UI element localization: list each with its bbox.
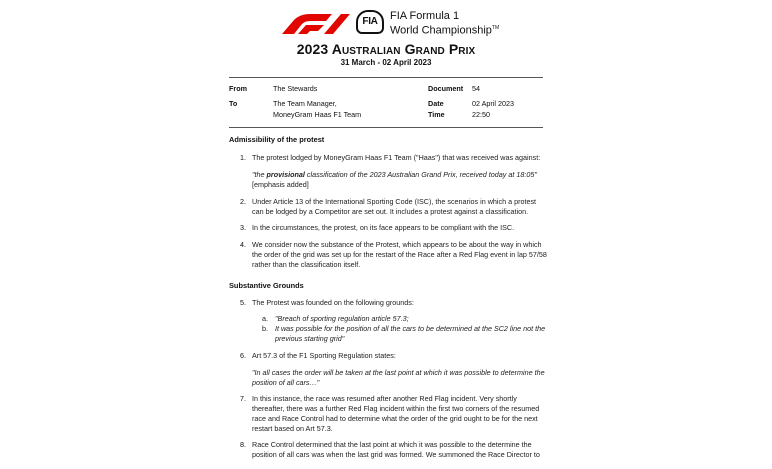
- para-2-line-2: can be lodged by a Competitor are set out. It includes a protest against a classification.: [252, 207, 529, 216]
- f1-logo-icon: [280, 12, 352, 34]
- fia-badge-icon: [356, 10, 384, 34]
- event-dates: 31 March - 02 April 2023: [340, 58, 432, 67]
- ground-a-label: a.: [262, 314, 268, 323]
- fia-badge-text: FIA: [362, 16, 378, 27]
- para-1: The protest lodged by MoneyGram Haas F1 Team ("Haas") that was received was against:: [252, 153, 541, 162]
- section-heading-substantive: Substantive Grounds: [229, 281, 304, 290]
- ground-a-text: "Breach of sporting regulation article 57.3;: [275, 314, 409, 323]
- para-2-line-1: Under Article 13 of the International Sporting Code (ISC), the scenarios in which a protest: [252, 197, 537, 206]
- quote-1: "the provisional classification of the 2023 Australian Grand Prix, received today at 18:05": [252, 170, 537, 179]
- championship-line-2: World Championship™: [390, 24, 500, 37]
- header-rule-top: [229, 77, 543, 78]
- para-7-line-3: race and Race Control had to determine what the order of the grid ought to be for the next: [252, 414, 538, 423]
- to-value-2: MoneyGram Haas F1 Team: [273, 110, 362, 119]
- time-value: 22:50: [472, 110, 490, 119]
- para-5: The Protest was founded on the following grounds:: [252, 298, 414, 307]
- to-value-1: The Team Manager,: [273, 99, 337, 108]
- ground-b-line-1: It was possible for the position of all the cars to be determined at the SC2 line not the: [275, 324, 546, 333]
- date-label: Date: [428, 99, 444, 108]
- para-7-line-2: thereafter, there was a further Red Flag incident within the first two corners of the resumed: [252, 404, 540, 413]
- para-7-line-1: In this instance, the race was resumed after another Red Flag incident. Very shortly: [252, 394, 517, 403]
- para-2-number: 2.: [240, 197, 246, 206]
- para-4-line-1: We consider now the substance of the Protest, which appears to be about the way in which: [252, 240, 542, 249]
- document-label: Document: [428, 84, 464, 93]
- ground-b-label: b.: [262, 324, 268, 333]
- from-label: From: [229, 84, 247, 93]
- document-title: 2023 Australian Grand Prix: [296, 41, 476, 57]
- header-rule-bottom: [229, 127, 543, 128]
- para-8-number: 8.: [240, 440, 246, 449]
- quote-1-emphasis: provisional: [266, 170, 305, 179]
- para-6: Art 57.3 of the F1 Sporting Regulation states:: [252, 351, 396, 360]
- ground-b-line-2: previous starting grid": [275, 334, 345, 343]
- from-value: The Stewards: [273, 84, 318, 93]
- para-4-number: 4.: [240, 240, 246, 249]
- f1-fia-logo: [280, 8, 520, 38]
- para-4-line-3: rather than the classification itself.: [252, 260, 361, 269]
- para-8-line-1: Race Control determined that the last point at which it was possible to the determine the: [252, 440, 532, 449]
- to-label: To: [229, 99, 238, 108]
- quote-2-line-2: position of all cars…": [252, 378, 320, 387]
- para-3: In the circumstances, the protest, on its face appears to be compliant with the ISC.: [252, 223, 515, 232]
- quote-1-note: [emphasis added]: [252, 180, 309, 189]
- championship-line-1: FIA Formula 1: [390, 10, 460, 22]
- para-5-number: 5.: [240, 298, 246, 307]
- date-value: 02 April 2023: [472, 99, 514, 108]
- time-label: Time: [428, 110, 445, 119]
- para-4-line-2: the order of the grid was set up for the restart of the Race after a Red Flag event in lap 57/58: [252, 250, 547, 259]
- para-8-line-2: position of all cars was when the last grid was formed. We summoned the Race Director to: [252, 450, 540, 459]
- quote-2-line-1: "In all cases the order will be taken at the last point at which it was possible to determine the: [252, 368, 545, 377]
- section-heading-admissibility: Admissibility of the protest: [229, 135, 325, 144]
- para-7-line-4: restart based on Art 57.3.: [252, 424, 333, 433]
- para-7-number: 7.: [240, 394, 246, 403]
- championship-wordmark: [390, 10, 499, 37]
- para-1-number: 1.: [240, 153, 246, 162]
- para-3-number: 3.: [240, 223, 246, 232]
- para-6-number: 6.: [240, 351, 246, 360]
- document-value: 54: [472, 84, 480, 93]
